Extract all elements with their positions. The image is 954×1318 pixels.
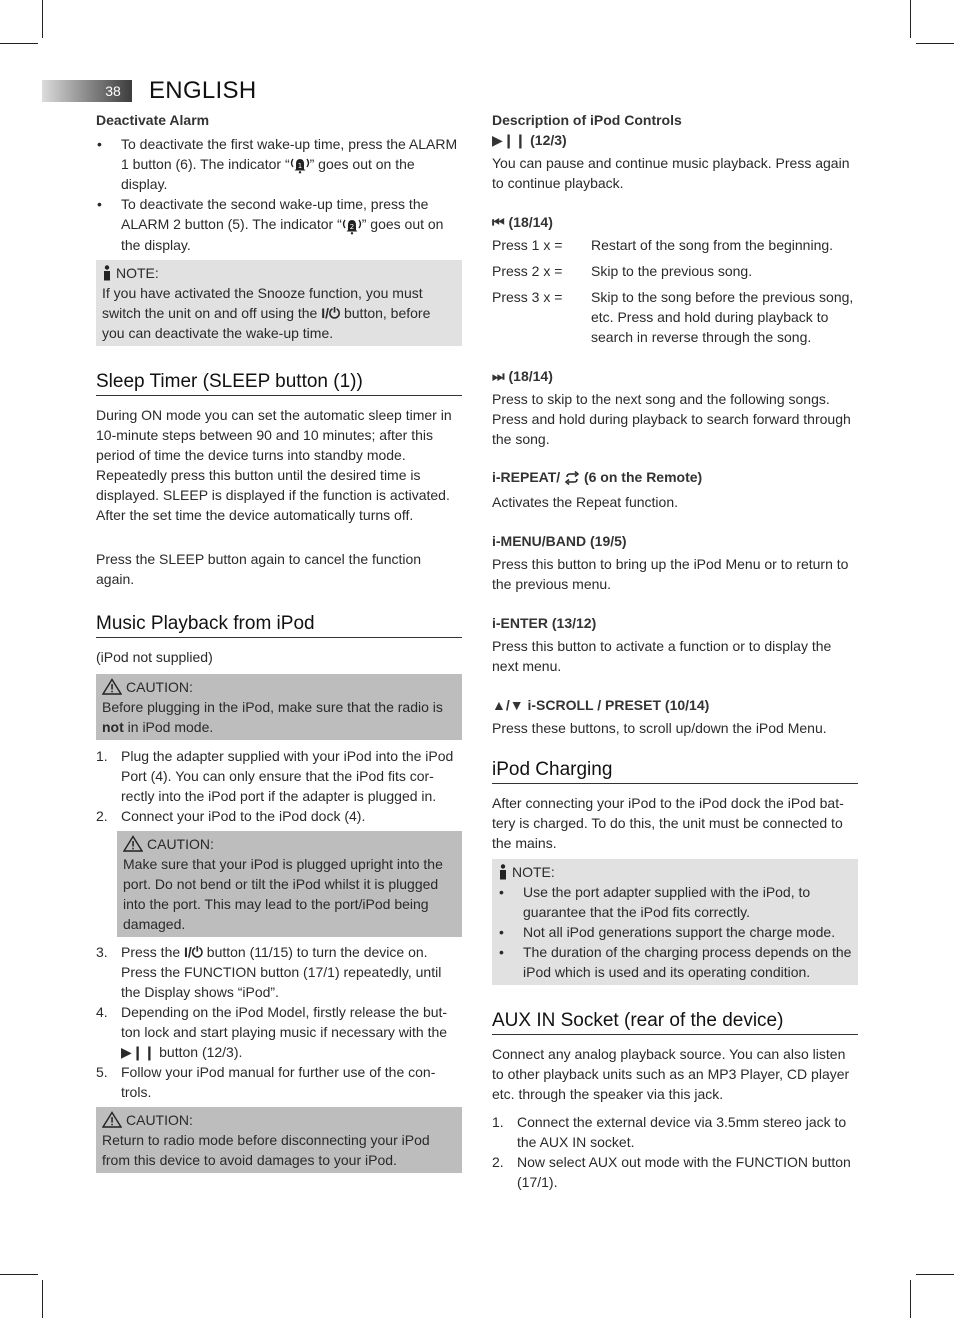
language-heading: ENGLISH [149, 77, 257, 104]
aux-steps [492, 1112, 858, 1192]
next-heading [492, 366, 858, 386]
playback-steps-b [96, 942, 462, 1102]
repeat-icon [564, 471, 580, 485]
alarm2-indicator-icon [342, 217, 362, 235]
step-number: 3. [96, 943, 108, 960]
scroll-text: Press these buttons, to scroll up/down the iPod Menu. [492, 720, 827, 736]
list-item [96, 194, 462, 254]
step-number: 2. [492, 1154, 504, 1170]
previous-heading [492, 212, 858, 232]
charging-text: After connecting your iPod to the iPod dock the iPod bat-tery is charged. To do this, the unit must be connected to the mains. [492, 795, 844, 851]
charging-note-list [498, 882, 852, 982]
list-item-text: ” goes out on the display. [121, 216, 444, 253]
note-text [102, 283, 456, 343]
crop-mark [0, 43, 38, 44]
press-count: Press 3 x = [492, 289, 563, 305]
caution-text: Return to radio mode before disconnecting your iPod from this device to avoid damages to your iPod. [102, 1131, 430, 1168]
step-text: Plug the adapter supplied with your iPod into the iPod Port (4). You can only ensure that the iPod fits cor-rectly into the iPod port if the adapter is plugged in. [121, 747, 454, 804]
caution-text: Make sure that your iPod is plugged upright into the port. Do not bend or tilt the iPod whilst it is plugged into the port. This may lead to the port/iPod being damaged. [123, 855, 443, 932]
note-label: NOTE: [512, 864, 555, 880]
caution-text-part: in iPod mode. [123, 718, 214, 735]
crop-mark [42, 1280, 43, 1318]
press-row [492, 287, 858, 347]
enter-text: Press this button to activate a function or to display the next menu. [492, 638, 832, 674]
step-text: Depending on the iPod Model, firstly release the but-ton lock and start playing music if necessary with the [121, 1003, 448, 1040]
list-item [96, 1002, 462, 1062]
press-action: Skip to the song before the previous song, etc. Press and hold during playback to search in reverse through the song. [591, 289, 854, 345]
page-number: 38 [105, 83, 121, 99]
svg-text:2: 2 [349, 222, 354, 231]
step-text: button (11/15) to turn the device on. Press the FUNCTION button (17/1) repeatedly, until the Display shows “iPod”. [121, 943, 442, 1000]
list-item [96, 746, 462, 806]
crop-mark [910, 1280, 911, 1318]
list-item [492, 1112, 858, 1152]
list-item [96, 942, 462, 1002]
caution-title [123, 834, 456, 854]
list-item: • Not all iPod generations support the charge mode. [498, 922, 852, 942]
play-pause-icon: ▶❙❙ [492, 132, 527, 148]
right-column [492, 110, 858, 1192]
crop-mark [916, 43, 954, 44]
standby-power-icon: I/⏻ [321, 304, 341, 321]
note-text-part: If you have activated the Snooze function, you must switch the unit on and off using the [102, 284, 423, 321]
caution-box [117, 831, 462, 937]
previous-press-table [492, 235, 858, 347]
list-item-text: To deactivate the first wake-up time, press the ALARM 1 button (6). The indicator “ [121, 136, 458, 172]
list-item [96, 1062, 462, 1102]
repeat-label: (6 on the Remote) [580, 469, 703, 485]
list-item: • Use the port adapter supplied with the iPod, to guarantee that the iPod fits correctly. [498, 882, 852, 922]
caution-text-part: Before plugging in the iPod, make sure that the radio is [102, 698, 443, 715]
caution-label: CAUTION: [126, 1111, 193, 1128]
enter-heading: i-ENTER (13/12) [492, 615, 597, 631]
crop-mark [0, 1274, 38, 1275]
info-icon [102, 265, 112, 281]
deactivate-alarm-title: Deactivate Alarm [96, 112, 210, 128]
caution-label: CAUTION: [126, 678, 193, 695]
sleep-timer-heading: Sleep Timer (SLEEP button (1)) [96, 370, 462, 396]
note-label: NOTE: [116, 264, 159, 281]
menu-heading: i-MENU/BAND (19/5) [492, 533, 627, 549]
caution-box [96, 674, 462, 740]
press-count: Press 2 x = [492, 263, 563, 279]
ipod-not-supplied: (iPod not supplied) [96, 648, 213, 665]
step-text: Follow your iPod manual for further use of the con-trols. [121, 1063, 436, 1100]
left-column [96, 110, 462, 1173]
step-number: 1. [492, 1114, 504, 1130]
step-number: 1. [96, 747, 108, 764]
press-row [492, 261, 858, 281]
next-track-icon: ⏭ [492, 368, 505, 384]
list-item-text: ” goes out on the display. [121, 156, 415, 193]
repeat-text: Activates the Repeat function. [492, 494, 678, 510]
step-text: Connect your iPod to the iPod dock (4). [121, 807, 366, 824]
list-item: • The duration of the charging process depends on the iPod which is used and its operating condition. [498, 942, 852, 982]
note-box [96, 260, 462, 346]
crop-mark [910, 0, 911, 38]
aux-text: Connect any analog playback source. You can also listen to other playback units such as an MP3 Player, CD player etc. through the speaker via this jack. [492, 1046, 850, 1102]
previous-label: (18/14) [508, 214, 553, 230]
caution-box [96, 1107, 462, 1173]
press-action: Restart of the song from the beginning. [591, 237, 834, 253]
play-pause-text: You can pause and continue music playback. Press again to continue playback. [492, 155, 850, 191]
deactivate-alarm-list [96, 134, 462, 255]
standby-power-icon: I/⏻ [184, 943, 203, 960]
list-item [492, 1152, 858, 1192]
step-number: 5. [96, 1063, 108, 1080]
music-playback-heading: Music Playback from iPod [96, 612, 462, 638]
caution-title [102, 1110, 456, 1130]
playback-steps-a [96, 746, 462, 826]
sleep-cancel-paragraph: Press the SLEEP button again to cancel the function again. [96, 550, 422, 587]
step-number: 4. [96, 1003, 108, 1020]
aux-in-heading: AUX IN Socket (rear of the device) [492, 1009, 858, 1035]
warning-icon [102, 1111, 122, 1128]
list-item-text: To deactivate the second wake-up time, press the ALARM 2 button (5). The indicator “ [121, 196, 429, 233]
sleep-paragraph: During ON mode you can set the automatic sleep timer in 10-minute steps between 90 and 10 minutes; after this period of time the device turns into standby mode. Repeatedly press this button until the desired time is displayed. SLEEP is displayed if the function is activated. After the set time the device automatically turns off. [96, 406, 452, 523]
previous-track-icon: ⏮ [492, 214, 505, 230]
caution-title [102, 677, 456, 697]
ipod-charging-heading: iPod Charging [492, 758, 858, 784]
step-text: button (12/3). [155, 1043, 243, 1060]
note-title [498, 862, 852, 882]
warning-icon [123, 835, 143, 852]
next-text: Press to skip to the next song and the following songs. Press and hold during playback to search forward through the song. [492, 391, 851, 447]
info-icon [498, 864, 508, 880]
caution-text-bold: not [102, 718, 124, 735]
list-item [96, 806, 462, 826]
scroll-label: i-SCROLL / PRESET (10/14) [523, 697, 710, 713]
scroll-heading [492, 695, 858, 715]
menu-text: Press this button to bring up the iPod Menu or to return to the previous menu. [492, 556, 849, 592]
step-number: 2. [96, 807, 108, 824]
press-row [492, 235, 858, 255]
note-title [102, 263, 456, 283]
up-down-arrow-icon: ▲/▼ [492, 697, 524, 713]
play-pause-icon: ▶❙❙ [121, 1043, 156, 1060]
repeat-label: i-REPEAT/ [492, 469, 565, 485]
play-pause-label: (12/3) [530, 132, 567, 148]
list-item [96, 134, 462, 194]
ipod-controls-title: Description of iPod Controls [492, 112, 682, 128]
step-text: Press the [121, 943, 185, 960]
crop-mark [42, 0, 43, 38]
next-label: (18/14) [508, 368, 553, 384]
play-pause-heading [492, 130, 858, 150]
svg-text:1: 1 [297, 162, 302, 171]
press-action: Skip to the previous song. [591, 263, 753, 279]
crop-mark [916, 1274, 954, 1275]
step-text: Connect the external device via 3.5mm stereo jack to the AUX IN socket. [517, 1114, 847, 1150]
note-text-part: button, before you can deactivate the wake-up time. [102, 304, 431, 341]
step-text: Now select AUX out mode with the FUNCTION button (17/1). [517, 1154, 851, 1190]
caution-label: CAUTION: [147, 835, 214, 852]
alarm1-indicator-icon [290, 156, 310, 174]
repeat-heading [492, 467, 858, 487]
note-box [492, 859, 858, 985]
warning-icon [102, 678, 122, 695]
press-count: Press 1 x = [492, 237, 563, 253]
caution-text [102, 697, 456, 737]
